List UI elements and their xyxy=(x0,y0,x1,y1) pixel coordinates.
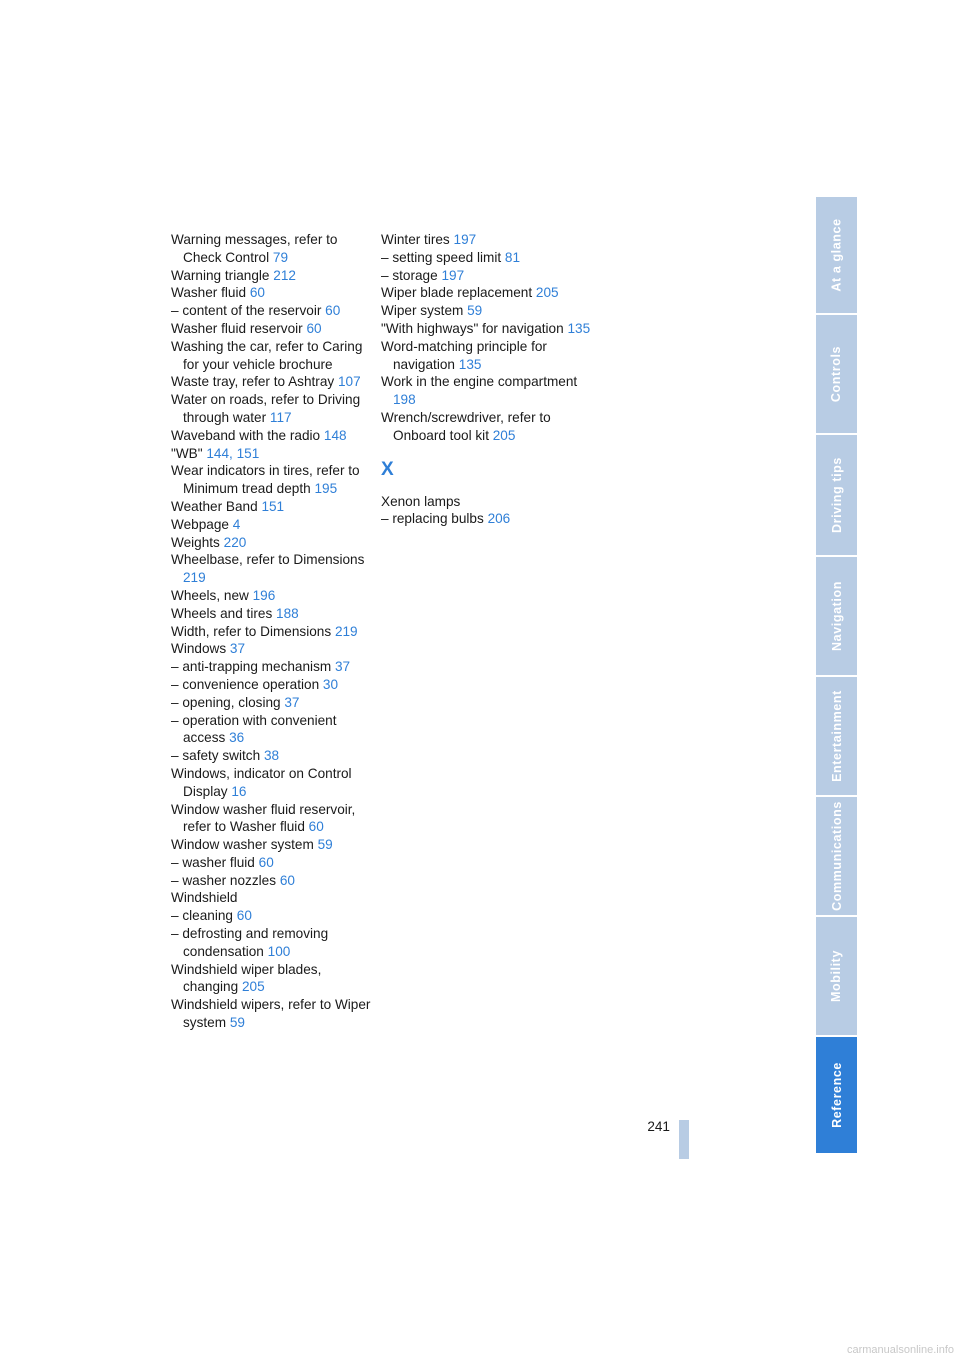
index-entry-text: – setting speed limit xyxy=(381,249,505,265)
index-entry xyxy=(381,284,591,302)
index-list-w-continued xyxy=(381,231,591,445)
index-entry-text: Wheels, new xyxy=(171,587,253,603)
index-entry xyxy=(381,267,591,285)
index-entry xyxy=(381,510,591,528)
index-entry xyxy=(171,551,371,587)
index-entry xyxy=(171,676,371,694)
index-entry-text: "WB" xyxy=(171,445,207,461)
index-entry-text: – operation with convenient access xyxy=(171,712,337,746)
page-reference-link[interactable]: 144 xyxy=(206,445,230,461)
index-entry-text: – anti-trapping mechanism xyxy=(171,659,335,675)
index-entry xyxy=(381,302,591,320)
page-reference-link[interactable]: 151 xyxy=(261,498,285,514)
index-entry xyxy=(171,961,371,997)
chapter-tab-label: At a glance xyxy=(829,218,844,292)
index-entry-text: Wheels and tires xyxy=(171,605,277,621)
index-entry-text: – defrosting and removing condensation xyxy=(171,926,329,959)
index-entry-text: Windshield wipers, refer to Wiper system xyxy=(171,997,371,1031)
index-entry xyxy=(171,462,371,498)
chapter-tab-mobility[interactable] xyxy=(816,917,857,1035)
chapter-tab-label: Communications xyxy=(829,801,844,911)
index-entry xyxy=(171,231,371,267)
chapter-tab-driving-tips[interactable] xyxy=(816,435,857,555)
index-entry xyxy=(171,694,371,712)
page-reference-link[interactable]: 60 xyxy=(306,320,322,336)
page-reference-link[interactable]: 107 xyxy=(337,374,361,390)
page-reference-link[interactable]: 60 xyxy=(325,303,341,319)
page-reference-link[interactable]: 59 xyxy=(229,1015,245,1031)
index-entry xyxy=(171,712,371,748)
index-column-left xyxy=(171,231,371,1032)
index-entry xyxy=(171,391,371,427)
page-reference-link[interactable]: 135 xyxy=(458,356,482,372)
index-entry xyxy=(171,373,371,391)
page-reference-link[interactable]: 60 xyxy=(279,872,295,888)
index-entry xyxy=(171,801,371,837)
index-entry-text: Wear indicators in tires, refer to Minimum tread depth xyxy=(171,463,360,497)
index-entry xyxy=(171,889,371,907)
page-reference-link[interactable]: 206 xyxy=(487,511,511,527)
page-reference-link[interactable]: 197 xyxy=(441,267,465,283)
page-reference-link[interactable]: 16 xyxy=(231,783,247,799)
index-entry-text: – safety switch xyxy=(171,748,264,764)
index-entry-text: Window washer system xyxy=(171,837,318,853)
page-reference-link[interactable]: 198 xyxy=(393,392,416,408)
watermark xyxy=(735,1338,960,1358)
chapter-tab-label: Driving tips xyxy=(829,457,844,533)
index-entry-text: – opening, closing xyxy=(171,694,285,710)
index-entry xyxy=(381,320,591,338)
page-reference-link[interactable]: 220 xyxy=(223,534,247,550)
page-reference-link[interactable]: 38 xyxy=(263,748,280,764)
page-reference-link[interactable]: 30 xyxy=(322,676,339,692)
index-entry-text: Washer fluid reservoir xyxy=(171,320,307,336)
index-entry xyxy=(171,623,371,641)
page-reference-link[interactable]: 196 xyxy=(252,587,276,603)
index-entry xyxy=(171,267,371,285)
index-entry-text: – washer nozzles xyxy=(171,872,280,888)
chapter-tab-navigation[interactable] xyxy=(816,557,857,675)
chapter-tab-communications[interactable] xyxy=(816,797,857,915)
index-entry-text: Webpage xyxy=(171,516,233,532)
page-reference-link[interactable]: 188 xyxy=(276,605,299,621)
page-reference-link[interactable]: 37 xyxy=(334,659,351,675)
page-reference-link[interactable]: 60 xyxy=(258,854,274,870)
page-reference-link[interactable]: 117 xyxy=(269,409,292,425)
chapter-tab-reference[interactable] xyxy=(816,1037,857,1153)
index-entry xyxy=(381,373,591,409)
page-reference-link[interactable]: 60 xyxy=(236,908,252,924)
index-entry xyxy=(171,587,371,605)
index-letter-heading-x: X xyxy=(381,458,394,480)
index-entry-text: – washer fluid xyxy=(171,854,259,870)
index-entry xyxy=(171,498,371,516)
index-entry-text: "With highways" for navigation xyxy=(381,320,568,336)
index-entry-text: Weights xyxy=(171,534,224,550)
page-number-marker-bar xyxy=(679,1120,689,1159)
index-entry-text: Windshield wiper blades, changing xyxy=(171,961,322,995)
page-reference-link[interactable]: 4 xyxy=(232,516,241,532)
index-column-right xyxy=(381,231,591,528)
index-entry-text: – storage xyxy=(381,267,442,283)
index-entry xyxy=(381,338,591,374)
index-entry xyxy=(381,249,591,267)
index-entry xyxy=(171,605,371,623)
page-reference-link[interactable]: 59 xyxy=(317,837,333,853)
page-number: 241 xyxy=(647,1119,670,1134)
chapter-tab-label: Reference xyxy=(829,1062,844,1128)
index-entry-text: – replacing bulbs xyxy=(381,511,488,527)
page-reference-link[interactable]: 79 xyxy=(272,249,289,265)
index-entry-text: Wiper system xyxy=(381,303,468,319)
index-entry xyxy=(171,747,371,765)
page-reference-link[interactable]: 100 xyxy=(267,943,291,959)
index-entry xyxy=(171,427,371,445)
page-reference-link[interactable]: 205 xyxy=(241,979,265,995)
index-entry xyxy=(381,493,591,511)
chapter-tab-at-a-glance[interactable] xyxy=(816,197,857,313)
index-entry-text: Water on roads, refer to Driving through water xyxy=(171,392,361,425)
index-entry xyxy=(171,640,371,658)
index-entry: "WB" 144, 151 xyxy=(171,445,260,461)
index-entry-text: – convenience operation xyxy=(171,676,323,692)
index-entry-text: Windshield xyxy=(171,890,238,906)
index-entry xyxy=(381,231,591,249)
index-entry-text: Wiper blade replacement xyxy=(381,285,536,301)
page-reference-link[interactable]: 219 xyxy=(183,570,206,586)
index-entry-text: Word-matching principle for navigation xyxy=(381,338,547,372)
index-entry-text: Windows xyxy=(171,641,230,657)
index-entry-text: Washer fluid xyxy=(171,285,250,301)
index-entry xyxy=(171,854,371,872)
index-entry-text: Washing the car, refer to Caring for your vehicle brochure xyxy=(171,338,363,372)
chapter-tab-controls[interactable] xyxy=(816,315,857,433)
page-reference-link[interactable]: 212 xyxy=(273,267,296,283)
index-entry-text: Work in the engine compartment xyxy=(381,374,578,390)
index-entry xyxy=(171,658,371,676)
index-entry-text: Weather Band xyxy=(171,498,262,514)
index-entry-text: Waveband with the radio xyxy=(171,427,324,443)
index-entry xyxy=(171,284,371,302)
index-list-x xyxy=(381,493,591,529)
chapter-tab-sidebar xyxy=(816,197,857,1155)
chapter-tab-label: Controls xyxy=(829,345,844,403)
index-entry xyxy=(171,338,371,374)
page-reference-link[interactable]: 151 xyxy=(236,445,260,461)
index-entry xyxy=(171,320,371,338)
page-reference-link[interactable]: 60 xyxy=(249,285,265,301)
chapter-tab-label: Navigation xyxy=(829,581,844,651)
chapter-tab-label: Mobility xyxy=(829,949,844,1003)
index-entry xyxy=(171,765,371,801)
index-entry-text: Warning triangle xyxy=(171,267,274,283)
index-entry xyxy=(381,409,591,445)
index-entry xyxy=(171,907,371,925)
index-entry xyxy=(171,925,371,961)
page-reference-link[interactable]: 81 xyxy=(504,249,521,265)
chapter-tab-entertainment[interactable] xyxy=(816,677,857,795)
page-reference-link[interactable]: 135 xyxy=(567,320,591,336)
index-entry xyxy=(171,516,371,534)
index-entry-text: Waste tray, refer to Ashtray xyxy=(171,374,338,390)
page-reference-link[interactable]: 37 xyxy=(229,641,246,657)
index-entry-text: Xenon lamps xyxy=(381,493,461,509)
index-entry-text: Window washer fluid reservoir, refer to Washer fluid xyxy=(171,801,356,835)
page-reference-link[interactable]: 219 xyxy=(334,623,358,639)
page-reference-link[interactable]: 148 xyxy=(323,427,347,443)
index-entry xyxy=(171,996,371,1032)
page-reference-link[interactable]: 37 xyxy=(284,694,300,710)
index-entry-text: Wheelbase, refer to Dimensions xyxy=(171,552,365,568)
index-entry-text: Warning messages, refer to Check Control xyxy=(171,232,338,265)
page-reference-link[interactable]: 36 xyxy=(229,730,245,746)
page-reference-link[interactable]: 195 xyxy=(314,481,338,497)
index-entry xyxy=(171,872,371,890)
watermark-text: carmanualsonline.info xyxy=(846,1344,954,1356)
page-reference-link[interactable]: 197 xyxy=(453,232,477,247)
page-reference-link[interactable]: 59 xyxy=(467,303,483,319)
index-entry xyxy=(171,836,371,854)
index-entry-text: Windows, indicator on Control Display xyxy=(171,765,352,799)
chapter-tab-label: Entertainment xyxy=(829,690,844,782)
page-reference-link[interactable]: 60 xyxy=(308,819,324,835)
index-entry xyxy=(171,302,371,320)
index-entry-text: – content of the reservoir xyxy=(171,303,326,319)
index-entry-text: Wrench/screwdriver, refer to Onboard tool kit xyxy=(381,409,551,443)
page-reference-link[interactable]: 205 xyxy=(535,285,559,301)
index-entry-text: Winter tires xyxy=(381,232,454,247)
page-reference-link[interactable]: 205 xyxy=(492,427,516,443)
index-entry-text: Width, refer to Dimensions xyxy=(171,623,335,639)
index-entry xyxy=(171,534,371,552)
index-entry-text: – cleaning xyxy=(171,908,237,924)
